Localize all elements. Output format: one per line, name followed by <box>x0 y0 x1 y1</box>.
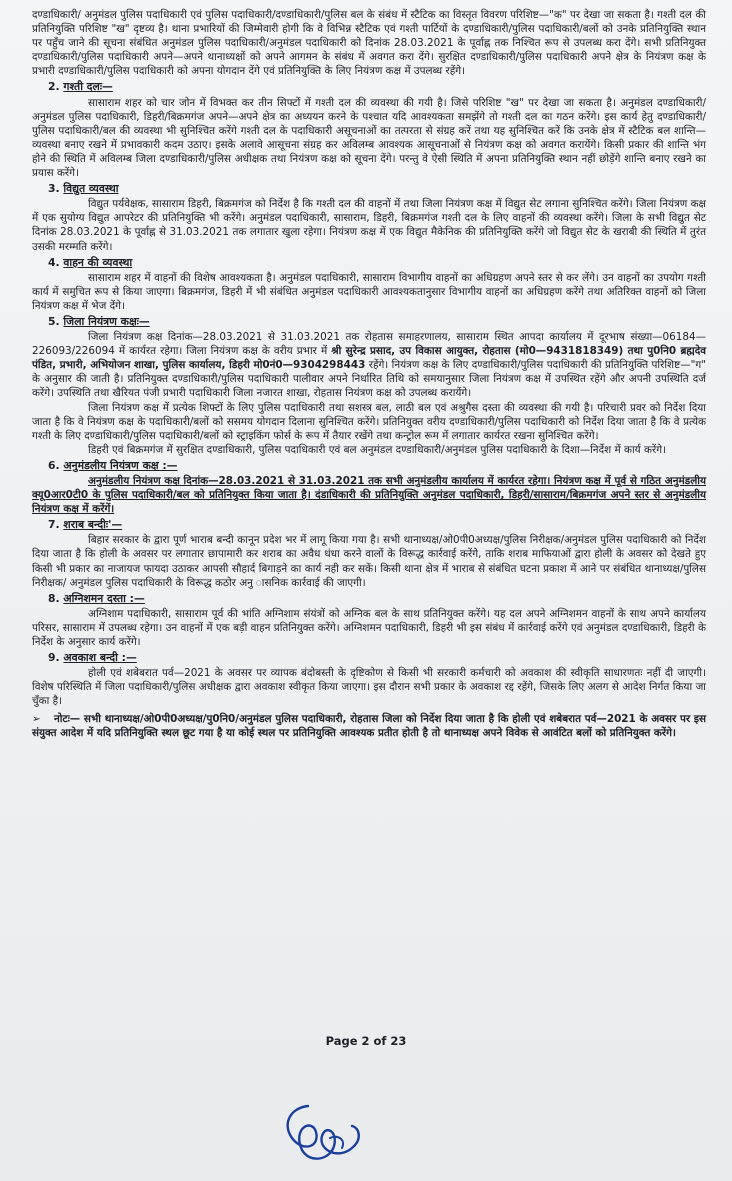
section-5-heading <box>48 315 706 329</box>
section-7-heading <box>48 518 706 532</box>
section-5-body-3: डिहरी एवं बिक्रमगंज में सुरक्षित दण्डाधिकारी, पुलिस पदाधिकारी एवं बल अनुमंडल दण्डाधिकारी/अनुमंडल पुलिस पदाधिकारी के दिशा—निर्देश में कार्य करेंगे। <box>88 443 666 456</box>
section-2-number: 2. <box>48 80 60 94</box>
section-3-heading <box>48 182 706 196</box>
section-5-body-c: रहेंगे। नियंत्रण कक्ष के लिए दण्डाधिकारी/पुलिस पदाधिकारी की प्रतिनियुक्ति परिशिष्ट—"ग" के अनुसार की जाती है। प्रतिनियुक्त दण्डाधिकारी/पुलिस पदाधिकारी पालीवार अपने निर्धारित तिथि को समयानुसार जिला नियंत्रण कक्ष में उपस्थित रहेंगे और अपनी उपस्थिति दर्ज करेंगे। उपस्थिति तथा खैरियत पंजी प्रभारी पदाधिकारी जिला नजारत शाखा, रोहतास नियंत्रण कक्ष को उपलब्ध करायेंगे। <box>32 359 706 400</box>
note-text: नोटः— सभी थानाध्यक्ष/ओ0पी0अध्यक्ष/पु0नि0/अनुमंडल पुलिस पदाधिकारी, रोहतास जिला को निर्देश दिया जाता है कि होली एवं शबेबरात पर्व—2021 के अवसर पर इस संयुक्त आदेश में यदि प्रतिनियुक्ति स्थल छूट गया है या कोई स्थल पर प्रतिनियुक्ति आवश्यक प्रतीत होती है तो थानाध्यक्ष अपने विवेक से आवंटित बलों को प्रतिनियुक्त करेंगे। <box>32 712 706 739</box>
section-2-title: गश्ती दलः— <box>63 80 113 94</box>
section-9-number: 9. <box>48 651 60 665</box>
section-8-heading <box>48 592 706 606</box>
arrow-bullet-icon: ➢ <box>32 712 41 725</box>
section-3-title: विद्युत व्यवस्था <box>63 182 119 196</box>
section-8-title: अग्निशमन दस्ता :— <box>63 591 145 605</box>
section-5-body-2: जिला नियंत्रण कक्ष में प्रत्येक शिफ्टों के लिए पुलिस पदाधिकारी तथा सशस्त्र बल, लाठी बल एवं अश्रुगैस दस्ता की व्यवस्था की गयी है। परिचारी प्रवर को निर्देश दिया जाता है कि वे नियंत्रण कक्ष के पदाधिकारी/बलों को ससमय योगदान दिलाना सुनिश्चित करेंगे। प्रतिनियुक्त वरीय दण्डाधिकारी/पुलिस पदाधिकारी को निर्देश दिया जाता है कि वे प्रत्येक गश्ती के लिए दण्डाधिकारी/पुलिस पदाधिकारी/बलों को स्ट्राइकिंग फोर्स के रूप में तैयार रखेंगे तथा कन्ट्रोल रूम में लगातार कार्यरत रखना सुनिश्चित करेंगे। <box>32 401 706 442</box>
section-5-title: जिला नियंत्रण कक्षः— <box>63 314 150 328</box>
note-paragraph <box>32 712 706 740</box>
section-7-number: 7. <box>48 518 60 532</box>
section-6-title: अनुमंडलीय नियंत्रण कक्ष :— <box>63 458 178 472</box>
page-number: Page 2 of 23 <box>325 1034 407 1048</box>
section-8-body: अग्निशाम पदाधिकारी, सासाराम पूर्व की भांति अग्निशाम संयंत्रों को अग्निक बल के साथ प्रतिनियुक्त करेंगे। यह दल अपने अग्निशमन वाहनों के साथ अपने कार्यालय परिसर, सासाराम में उपलब्ध रहेगा। उन वाहनों में एक बड़ी वाहन प्रतिनियुक्त करेंगे। अग्निशमन पदाधिकारी, डिहरी भी इस संबंध में कार्रवाई करेंगे एवं अनुमंडल दण्डाधिकारी, डिहरी के निर्देश के अनुसार कार्य करेंगे। <box>32 607 706 649</box>
section-5-officers: श्री सुरेन्द्र प्रसाद, उप विकास आयुक्त, रोहतास (मो0—9431818349) तथा पु0नि0 ब्रह्मदेव पंडित, प्रभारी, अभियोजन शाखा, पुलिस कार्यालय, डिहरी मो0नं0—9304298443 <box>32 345 706 372</box>
section-6-heading <box>48 459 706 473</box>
document-body <box>32 8 706 740</box>
section-5-number: 5. <box>48 314 60 328</box>
section-5-body <box>32 330 706 400</box>
section-4-heading <box>48 256 706 270</box>
section-8-number: 8. <box>48 591 60 605</box>
handwritten-signature <box>272 1098 382 1168</box>
section-9-heading <box>48 651 706 665</box>
section-9-title: अवकाश बन्दी :— <box>63 651 137 665</box>
section-9-body: होली एवं शबेबरात पर्व—2021 के अवसर पर व्यापक बंदोबस्ती के दृष्टिकोण से किसी भी सरकारी कर्मचारी को अवकाश की स्वीकृति साधारणतः नहीं दी जाएगी। विशेष परिस्थिति में जिला पदाधिकारी/पुलिस अधीक्षक द्वारा अवकाश स्वीकृत किया जाएगा। इस दौरान सभी प्रकार के अवकाश रद्द रहेंगे, जिसके लिए अलग से आदेश निर्गत किया जा चुँका है। <box>32 667 706 708</box>
section-6-body: अनुमंडलीय नियंत्रण कक्ष दिनांक—28.03.2021 से 31.03.2021 तक सभी अनुमंडलीय कार्यालय में कार्यरत रहेगा। नियंत्रण कक्ष में पूर्व से गठित अनुमंडलीय क्यू0आर0टी0 के पुलिस पदाधिकारी/बल को प्रतिनियुक्त किया जाता है। दंडाधिकारी की प्रतिनियुक्ति अनुमंडल पदाधिकारी, डिहरी/सासाराम/बिक्रमगंज अपने स्तर से अनुमंडलीय नियंत्रण कक्ष में करेंगें। <box>32 475 706 516</box>
section-6-number: 6. <box>48 458 60 472</box>
section-4-body: सासाराम शहर में वाहनों की विशेष आवश्यकता है। अनुमंडल पदाधिकारी, सासाराम विभागीय वाहनों का अधिग्रहण अपने स्तर से कर लेंगे। उन वाहनों का उपयोग गश्ती कार्य में समुचित रूप से किया जाएगा। बिक्रमगंज, डिहरी में भी संबंधित अनुमंडल पदाधिकारी आवश्यकतानुसार विभागीय वाहनों का अधिग्रहण करेंगे तथा अतिरिक्त वाहनों को जिला नियंत्रण कक्ष में भेज देंगे। <box>32 271 706 312</box>
section-4-title: वाहन की व्यवस्था <box>63 255 133 269</box>
section-4-number: 4. <box>48 255 60 269</box>
section-7-body: बिहार सरकार के द्वारा पूर्ण भाराब बन्दी कानून प्रदेश भर में लागू किया गया है। सभी थानाध्यक्ष/ओ0पी0अध्यक्ष/पुलिस निरीक्षक/अनुमंडल पुलिस पदाधिकारी को निर्देश दिया जाता है कि होली के अवसर पर लगातार छापामारी कर शराब का अवैध धंधा करने वालों के विरूद्ध कार्रवाई करेंगे, ताकि शराब माफियाओं द्वारा होली के अवसर को देखते हुए किसी भी प्रकार का नाजायज फायदा उठाकर आपसी सौहार्द बिगाड़ने का कार्य नही कर सकें। किसी थाना क्षेत्र में भाराब से संबंधित घटना प्रकाश में आने पर संबंधित थानाध्यक्ष/पुलिस निरीक्षक/ अनुमंडल पुलिस पदाधिकारी के विरूद्ध कठोर अनु ासनिक कार्रवाई की जाएगी। <box>32 534 706 589</box>
section-2-body: सासाराम शहर को चार जोन में विभक्त कर तीन सिफ्टों में गश्ती दल की व्यवस्था की गयी है। जिसे परिशिष्ट "ख" पर देखा जा सकता है। अनुमंडल दण्डाधिकारी/अनुमंडल पुलिस पदाधिकारी, डिहरी/बिक्रमगंज अपने—अपने क्षेत्र का अध्ययन करने के पश्चात यदि आवश्यकता समझेंगे तो गश्ती दल का गठन करेंगे। इस कार्य हेतु दण्डाधिकारी/पुलिस पदाधिकारी/बल की व्यवस्था भी सुनिश्चित करेंगे गश्ती दल के पदाधिकारी असूचनाओं का तत्परता से संग्रह करें तथा यह सुनिश्चित करें कि उनके क्षेत्र में स्टैटिक बल शान्ति—व्यवस्था बनाए रखने में प्रभावकारी कदम उठाए। इसके अलावे आसूचना संग्रह कर अविलम्ब आवश्यक आसूचनाओं से नियंत्रण कक्ष को अवगत करायेंगे। किसी प्रकार की शान्ति भंग होने की स्थिति में अविलम्ब जिला दण्डाधिकारी/पुलिस अधीक्षक तथा नियंत्रण कक्ष को सूचना देंगे। परन्तु वे ऐसी स्थिति में अपना प्रतिनियुक्ति स्थान नहीं छोड़ेंगे शान्ति बनाए रखने का प्रयास करेंगे। <box>32 96 706 180</box>
intro-paragraph: दण्डाधिकारी/ अनुमंडल पुलिस पदाधिकारी एवं पुलिस पदाधिकारी/दण्डाधिकारी/पुलिस बल के संबंध में स्टैटिक का विस्तृत विवरण परिशिष्ट—"क" पर देखा जा सकता है। गश्ती दल की प्रतिनियुक्ति परिशिष्ट "ख" दृष्टव्य है। थाना प्रभारियों की जिम्मेवारी होगी कि वे विभिन्न स्टैटिक एवं गश्ती पार्टियों के दण्डाधिकारी/पुलिस पदाधिकारी/बलों को उनके प्रतिनियुक्ति स्थान पर पहुँच जाने की सूचना संबंधित अनुमंडल पुलिस पदाधिकारी/अनुमंडल पदाधिकारी को दिनांक 28.03.2021 के पूर्वाह्न तक निश्चित रूप से उपलब्ध करा देंगे। सभी प्रतिनियुक्त दण्डाधिकारी/पुलिस पदाधिकारी अपने—अपने थानाध्यक्षों को अपने आगमन के संबंध में अवगत करा देंगे। सुरक्षित दण्डाधिकारी/पुलिस पदाधिकारी अपने क्षेत्र के नियंत्रण कक्ष के प्रभारी दण्डाधिकारी/पुलिस पदाधिकारी को अपना योगदान देंगे एवं प्रतिनियुक्ति के लिए नियंत्रण कक्ष में उपलब्ध रहेंगे। <box>32 9 706 78</box>
section-2-heading <box>48 80 706 94</box>
section-7-title: शराब बन्दीः'— <box>63 518 123 532</box>
section-3-number: 3. <box>48 182 60 196</box>
section-5-body-a: जिला नियंत्रण कक्ष दिनांक—28.03.2021 से 31.03.2021 तक रोहतास समाहरणालय, सासाराम स्थित आपदा कार्यालय में दूरभाष संख्या—06184—226093/226094 में कार्यरत रहेगा। जिला नियंत्रण कक्ष के वरीय प्रभार में <box>32 331 706 358</box>
section-3-body: विद्युत पर्यवेक्षक, सासाराम डिहरी, बिक्रमगंज को निर्देश है कि गश्ती दल की वाहनों में तथा जिला नियंत्रण कक्ष में विद्युत सेट लगाना सुनिश्चित करेंगे। जिला नियंत्रण कक्ष में एक सुयोग्य विद्युत आपरेटर की प्रतिनियुक्ति भी करेंगे। अनुमंडल पदाधिकारी, सासाराम, डिहरी, बिक्रमगंज गश्ती दल के लिए वाहनों की व्यवस्था करेंगे। जिला के सभी विद्युत सेट दिनांक 28.03.2021 के पूर्वाह्न से 31.03.2021 तक लगातार खुला रहेगा। नियंत्रण कक्ष में एक विद्युत मैकेनिक की प्रतिनियुक्ति करेंगे जो विद्युत सेट के खराबी की स्थिति में तुरंत उसकी मरम्मति करेंगे। <box>32 198 706 253</box>
